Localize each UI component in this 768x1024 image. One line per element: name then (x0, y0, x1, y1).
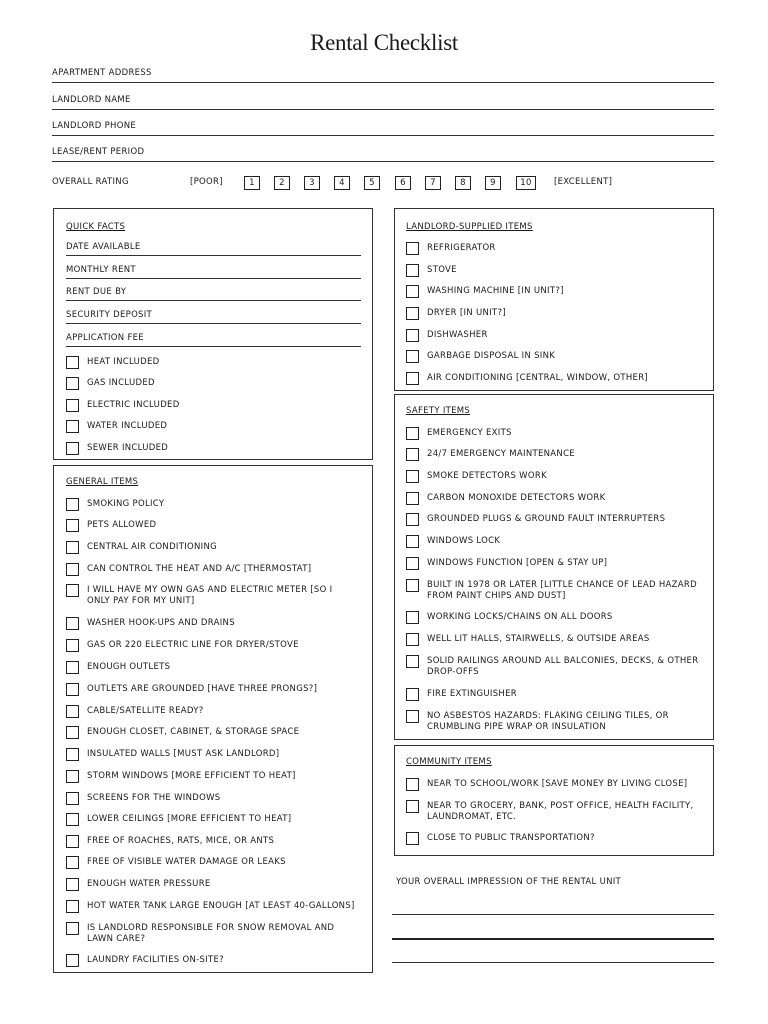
quick-facts-heading: QUICK FACTS (66, 222, 126, 232)
safety-item[interactable]: WINDOWS LOCK (406, 535, 704, 548)
checkbox[interactable] (406, 688, 419, 701)
checkbox[interactable] (406, 307, 419, 320)
checkbox[interactable] (66, 541, 79, 554)
security-deposit-label: SECURITY DEPOSIT (66, 310, 153, 320)
checkbox[interactable] (66, 835, 79, 848)
rating-option-8[interactable]: 8 (455, 176, 471, 190)
application-fee-label: APPLICATION FEE (66, 333, 144, 343)
checkbox[interactable] (406, 242, 419, 255)
safety-item[interactable]: NO ASBESTOS HAZARDS: FLAKING CEILING TILES, OR CRUMBLING PIPE WRAP OR INSULATION (406, 710, 704, 733)
checkbox[interactable] (406, 557, 419, 570)
checkbox[interactable] (406, 655, 419, 668)
general-item[interactable]: FREE OF VISIBLE WATER DAMAGE OR LEAKS (66, 856, 356, 869)
rating-excellent-label: [EXCELLENT] (554, 177, 613, 187)
rating-option-4[interactable]: 4 (334, 176, 350, 190)
checkbox[interactable] (66, 813, 79, 826)
checkbox[interactable] (406, 372, 419, 385)
rating-option-2[interactable]: 2 (274, 176, 290, 190)
rating-option-7[interactable]: 7 (425, 176, 441, 190)
community-items-panel (394, 745, 714, 856)
checkbox[interactable] (406, 329, 419, 342)
checkbox[interactable] (406, 710, 419, 723)
rating-poor-label: [POOR] (190, 177, 223, 187)
checkbox[interactable] (406, 611, 419, 624)
general-item[interactable]: OUTLETS ARE GROUNDED [HAVE THREE PRONGS?] (66, 683, 356, 696)
monthly-rent-label: MONTHLY RENT (66, 265, 136, 275)
general-item[interactable]: CENTRAL AIR CONDITIONING (66, 541, 356, 554)
checkbox[interactable] (66, 420, 79, 433)
checkbox[interactable] (66, 498, 79, 511)
checkbox[interactable] (406, 579, 419, 592)
rent-due-by-field[interactable] (66, 284, 361, 301)
checkbox[interactable] (66, 617, 79, 630)
community-item[interactable]: NEAR TO SCHOOL/WORK [SAVE MONEY BY LIVING CLOSE] (406, 778, 704, 791)
checkbox[interactable] (66, 748, 79, 761)
check-gas-included[interactable]: GAS INCLUDED (66, 377, 356, 390)
application-fee-field[interactable] (66, 330, 361, 347)
landlord-item[interactable]: AIR CONDITIONING [CENTRAL, WINDOW, OTHER] (406, 372, 701, 385)
checkbox[interactable] (66, 878, 79, 891)
checkbox[interactable] (406, 535, 419, 548)
landlord-items-panel (394, 208, 714, 391)
general-item[interactable]: CAN CONTROL THE HEAT AND A/C [THERMOSTAT] (66, 563, 356, 576)
apartment-address-field[interactable] (52, 65, 714, 83)
checkbox[interactable] (66, 683, 79, 696)
safety-item[interactable]: SMOKE DETECTORS WORK (406, 470, 704, 483)
checkbox[interactable] (66, 399, 79, 412)
landlord-phone-field[interactable] (52, 118, 714, 136)
overall-rating-label: OVERALL RATING (52, 177, 129, 187)
general-item[interactable]: PETS ALLOWED (66, 519, 356, 532)
checkbox[interactable] (66, 792, 79, 805)
community-items-heading: COMMUNITY ITEMS (406, 757, 492, 767)
safety-item[interactable]: 24/7 EMERGENCY MAINTENANCE (406, 448, 704, 461)
rating-option-1[interactable]: 1 (244, 176, 260, 190)
general-item[interactable]: ENOUGH WATER PRESSURE (66, 878, 356, 891)
general-item[interactable]: ENOUGH OUTLETS (66, 661, 356, 674)
checkbox[interactable] (66, 770, 79, 783)
landlord-item[interactable]: DISHWASHER (406, 329, 701, 342)
check-sewer-included[interactable]: SEWER INCLUDED (66, 442, 356, 455)
rating-option-6[interactable]: 6 (395, 176, 411, 190)
page-title: Rental Checklist (310, 30, 458, 55)
general-item[interactable]: WASHER HOOK-UPS AND DRAINS (66, 617, 356, 630)
lease-rent-period-field[interactable] (52, 144, 714, 162)
checkbox[interactable] (406, 633, 419, 646)
checkbox[interactable] (66, 442, 79, 455)
checkbox[interactable] (406, 264, 419, 277)
lease-rent-period-label: LEASE/RENT PERIOD (52, 147, 145, 157)
safety-item[interactable]: SOLID RAILINGS AROUND ALL BALCONIES, DECKS, & OTHER DROP-OFFS (406, 655, 704, 678)
checkbox[interactable] (66, 922, 79, 935)
checkbox[interactable] (66, 705, 79, 718)
general-item[interactable]: ENOUGH CLOSET, CABINET, & STORAGE SPACE (66, 726, 356, 739)
general-items-panel (53, 465, 373, 973)
general-item[interactable]: FREE OF ROACHES, RATS, MICE, OR ANTS (66, 835, 356, 848)
checkbox[interactable] (66, 584, 79, 597)
landlord-phone-label: LANDLORD PHONE (52, 121, 137, 131)
general-item[interactable]: INSULATED WALLS [MUST ASK LANDLORD] (66, 748, 356, 761)
safety-items-heading: SAFETY ITEMS (406, 406, 471, 416)
general-item[interactable]: CABLE/SATELLITE READY? (66, 705, 356, 718)
checkbox[interactable] (66, 377, 79, 390)
checkbox[interactable] (406, 778, 419, 791)
general-item[interactable]: GAS OR 220 ELECTRIC LINE FOR DRYER/STOVE (66, 639, 356, 652)
monthly-rent-field[interactable] (66, 262, 361, 279)
checkbox[interactable] (406, 350, 419, 363)
checkbox[interactable] (66, 519, 79, 532)
check-heat-included[interactable]: HEAT INCLUDED (66, 356, 356, 369)
apartment-address-label: APARTMENT ADDRESS (52, 68, 152, 78)
safety-item[interactable]: BUILT IN 1978 OR LATER [LITTLE CHANCE OF LEAD HAZARD FROM PAINT CHIPS AND DUST] (406, 579, 704, 602)
rent-due-by-label: RENT DUE BY (66, 287, 127, 297)
landlord-item[interactable]: DRYER [IN UNIT?] (406, 307, 701, 320)
rating-option-3[interactable]: 3 (304, 176, 320, 190)
landlord-item[interactable]: REFRIGERATOR (406, 242, 701, 255)
checkbox[interactable] (406, 285, 419, 298)
check-water-included[interactable]: WATER INCLUDED (66, 420, 356, 433)
impression-label: YOUR OVERALL IMPRESSION OF THE RENTAL UNIT (396, 877, 622, 887)
date-available-label: DATE AVAILABLE (66, 242, 141, 252)
checkbox[interactable] (406, 470, 419, 483)
safety-item[interactable]: CARBON MONOXIDE DETECTORS WORK (406, 492, 704, 505)
impression-line[interactable] (392, 914, 714, 915)
safety-item[interactable]: EMERGENCY EXITS (406, 427, 704, 440)
quick-facts-panel (53, 208, 373, 460)
checkbox[interactable] (66, 639, 79, 652)
checkbox[interactable] (66, 356, 79, 369)
safety-item[interactable]: WORKING LOCKS/CHAINS ON ALL DOORS (406, 611, 704, 624)
safety-items-panel (394, 394, 714, 740)
general-items-heading: GENERAL ITEMS (66, 477, 139, 487)
general-item[interactable]: STORM WINDOWS [MORE EFFICIENT TO HEAT] (66, 770, 356, 783)
checkbox[interactable] (406, 800, 419, 813)
landlord-item[interactable]: GARBAGE DISPOSAL IN SINK (406, 350, 701, 363)
check-electric-included[interactable]: ELECTRIC INCLUDED (66, 399, 356, 412)
security-deposit-field[interactable] (66, 307, 361, 324)
landlord-name-field[interactable] (52, 92, 714, 110)
rating-option-9[interactable]: 9 (485, 176, 501, 190)
overall-rating (52, 176, 714, 190)
impression-line[interactable] (392, 962, 714, 963)
general-item[interactable]: HOT WATER TANK LARGE ENOUGH [AT LEAST 40-GALLONS] (66, 900, 356, 913)
landlord-item[interactable]: WASHING MACHINE [IN UNIT?] (406, 285, 701, 298)
safety-item[interactable]: WELL LIT HALLS, STAIRWELLS, & OUTSIDE AREAS (406, 633, 704, 646)
safety-item[interactable]: WINDOWS FUNCTION [OPEN & STAY UP] (406, 557, 704, 570)
checkbox[interactable] (66, 726, 79, 739)
general-item[interactable]: LAUNDRY FACILITIES ON-SITE? (66, 954, 356, 967)
safety-item[interactable]: GROUNDED PLUGS & GROUND FAULT INTERRUPTERS (406, 513, 704, 526)
date-available-field[interactable] (66, 239, 361, 256)
checkbox[interactable] (406, 448, 419, 461)
community-item[interactable]: NEAR TO GROCERY, BANK, POST OFFICE, HEALTH FACILITY, LAUNDROMAT, ETC. (406, 800, 704, 823)
landlord-name-label: LANDLORD NAME (52, 95, 131, 105)
checkbox[interactable] (406, 513, 419, 526)
general-item[interactable]: IS LANDLORD RESPONSIBLE FOR SNOW REMOVAL AND LAWN CARE? (66, 922, 356, 945)
rating-option-10[interactable]: 10 (516, 176, 536, 190)
landlord-item[interactable]: STOVE (406, 264, 701, 277)
community-item[interactable]: CLOSE TO PUBLIC TRANSPORTATION? (406, 832, 704, 845)
general-item[interactable]: I WILL HAVE MY OWN GAS AND ELECTRIC METER [SO I ONLY PAY FOR MY UNIT] (66, 584, 356, 607)
general-item[interactable]: SMOKING POLICY (66, 498, 356, 511)
checkbox[interactable] (66, 900, 79, 913)
safety-item[interactable]: FIRE EXTINGUISHER (406, 688, 704, 701)
general-item[interactable]: LOWER CEILINGS [MORE EFFICIENT TO HEAT] (66, 813, 356, 826)
impression-line[interactable] (392, 938, 714, 940)
landlord-items-heading: LANDLORD-SUPPLIED ITEMS (406, 222, 533, 232)
checkbox[interactable] (406, 427, 419, 440)
general-item[interactable]: SCREENS FOR THE WINDOWS (66, 792, 356, 805)
checkbox[interactable] (66, 856, 79, 869)
checkbox[interactable] (66, 954, 79, 967)
checkbox[interactable] (406, 832, 419, 845)
rating-option-5[interactable]: 5 (364, 176, 380, 190)
checkbox[interactable] (66, 661, 79, 674)
checkbox[interactable] (66, 563, 79, 576)
checkbox[interactable] (406, 492, 419, 505)
